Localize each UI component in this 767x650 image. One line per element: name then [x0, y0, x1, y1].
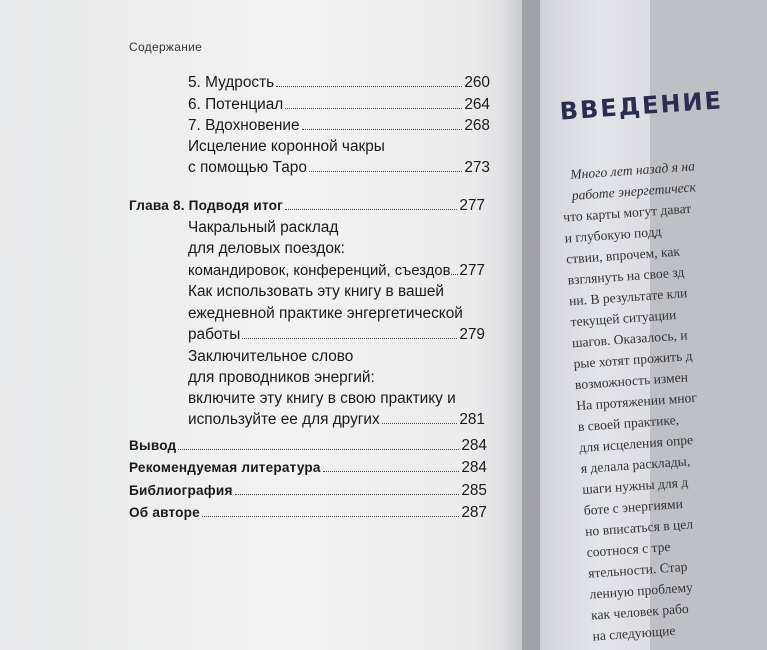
body-text-line: ятельности. Стар	[587, 558, 688, 581]
toc-entry[interactable]	[188, 117, 490, 135]
toc-leader	[382, 422, 458, 424]
toc-leader	[242, 337, 457, 339]
toc-entry[interactable]	[188, 262, 485, 280]
toc-page-number: 260	[464, 74, 490, 91]
toc-entry-title: 6. Потенциал	[188, 96, 284, 113]
toc-entry-title: с помощью Таро	[188, 159, 307, 176]
body-text-line: ствии, впрочем, как	[565, 243, 681, 267]
body-text-line: на следующие	[592, 622, 676, 644]
toc-page-number: 281	[459, 411, 485, 428]
toc-entry-title: Рекомендуемая литература	[129, 460, 321, 475]
toc-backmatter-entry[interactable]	[129, 482, 487, 500]
chapter-heading: ВВЕДЕНИЕ	[558, 86, 724, 126]
toc-entry-line: для деловых поездок:	[188, 240, 345, 257]
toc-page-number: 279	[459, 326, 485, 343]
toc-backmatter-entry[interactable]	[129, 437, 487, 455]
body-text-line: как человек рабо	[590, 600, 690, 623]
toc-entry-title: 5. Мудрость	[188, 74, 275, 91]
toc-entry-title: Об авторе	[129, 505, 200, 520]
toc-entry-line: Заключительное слово	[188, 348, 354, 365]
body-text-line: ни. В результате кли	[568, 285, 688, 309]
toc-leader	[451, 273, 458, 275]
toc-entry-title: работы	[188, 326, 241, 343]
toc-chapter-title: Глава 8. Подводя итог	[129, 198, 284, 213]
toc-entry-line: Как использовать эту книгу в вашей	[188, 283, 445, 300]
toc-page-number: 277	[459, 262, 485, 279]
body-text-line: что карты могут дават	[562, 200, 692, 225]
toc-entry-title: 7. Вдохновение	[188, 117, 300, 134]
toc-page-number: 285	[461, 482, 487, 499]
toc-chapter-entry[interactable]	[129, 197, 485, 215]
toc-leader	[302, 128, 463, 130]
toc-leader	[309, 170, 462, 172]
toc-entry-line: включите эту книгу в свою практику и	[188, 390, 456, 407]
toc-leader	[202, 515, 459, 517]
toc-entry[interactable]	[188, 326, 485, 344]
right-page	[522, 0, 724, 650]
toc-backmatter-entry[interactable]	[129, 459, 487, 477]
body-text-line: но вписаться в цел	[584, 516, 694, 539]
body-text-line: Много лет назад я на	[569, 158, 696, 183]
body-text-line: работе энергетическ	[571, 179, 697, 203]
toc-leader	[178, 448, 459, 450]
toc-entry-title: Библиография	[129, 483, 233, 498]
toc-entry-title: используйте ее для других	[188, 411, 380, 428]
body-text-line: шаги нужны для д	[581, 474, 689, 497]
toc-entry[interactable]	[188, 96, 490, 114]
toc-leader	[323, 470, 460, 472]
toc-page-number: 268	[464, 117, 490, 134]
body-text-line: текущей ситуации	[570, 307, 677, 330]
body-text-line: я делала расклады,	[580, 453, 691, 477]
toc-entry-line: ежедневной практике энгергетической	[188, 305, 463, 322]
body-text-line: возможность измен	[574, 369, 689, 393]
toc-leader	[235, 493, 460, 495]
toc-entry-line: для проводников энергий:	[188, 369, 375, 386]
toc-leader	[285, 107, 462, 109]
body-text-line: для исцеления опре	[578, 432, 694, 456]
toc-page-number: 264	[464, 96, 490, 113]
toc-backmatter-entry[interactable]	[129, 504, 487, 522]
right-page-text	[522, 0, 767, 648]
body-text-line: рые хотят прожить д	[572, 347, 694, 372]
toc-entry[interactable]	[188, 411, 485, 429]
toc-page-number: 273	[464, 159, 490, 176]
toc-entry-title: Вывод	[129, 438, 177, 453]
body-text-line: и глубокую подд	[564, 223, 662, 246]
toc-entry-line: Исцеление коронной чакры	[188, 138, 385, 155]
body-text-line: взглянуть на свое зд	[567, 264, 685, 288]
toc-leader	[276, 85, 462, 87]
toc-entry[interactable]	[188, 74, 490, 92]
body-text-line: шагов. Оказалось, и	[571, 327, 689, 351]
running-head: Содержание	[129, 40, 203, 54]
body-text-line: На протяжении мног	[575, 389, 698, 414]
body-text-line: соотнося с тре	[586, 539, 671, 560]
toc-page-number: 277	[459, 197, 485, 214]
toc-page-number: 287	[461, 504, 487, 521]
body-text-line: в своей практике,	[577, 412, 680, 435]
toc-page-number: 284	[461, 437, 487, 454]
toc-leader	[285, 208, 457, 210]
body-text-line: ленную проблему	[589, 579, 694, 602]
body-text-line: боте с энергиями	[583, 496, 684, 518]
toc-entry[interactable]	[188, 159, 490, 177]
toc-page-number: 284	[461, 459, 487, 476]
toc-entry-line: Чакральный расклад	[188, 219, 339, 236]
toc-entry-title: командировок, конференций, съездов	[188, 263, 451, 279]
